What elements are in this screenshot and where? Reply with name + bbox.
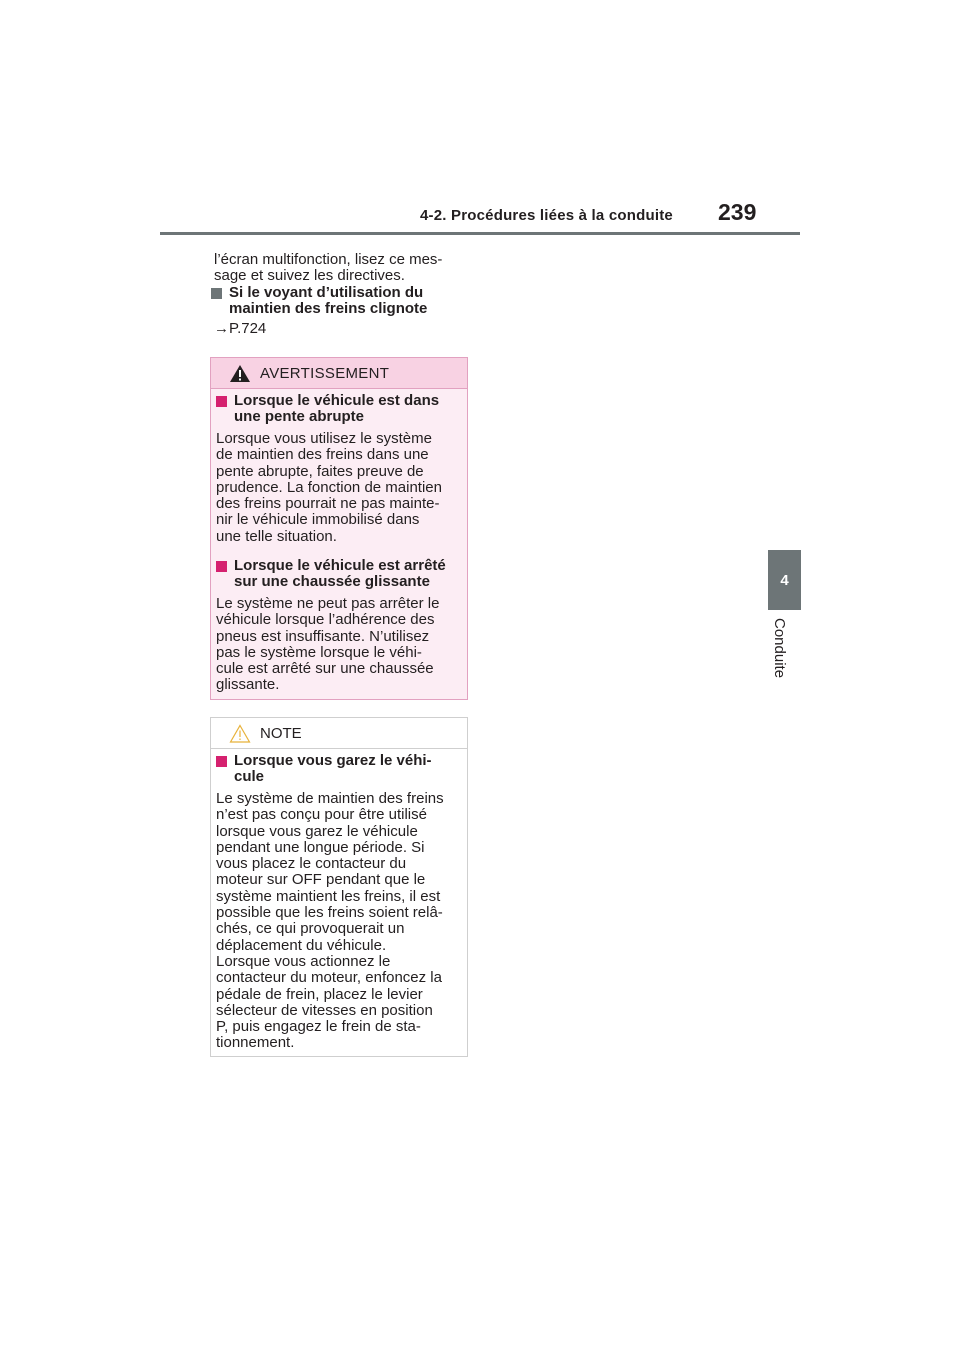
- header-divider: [160, 232, 800, 235]
- warning-subheading: Lorsque le véhicule est dans une pente abrupte: [216, 393, 474, 426]
- note-title: NOTE: [260, 725, 302, 742]
- section-title: 4-2. Procédures liées à la conduite: [420, 207, 673, 224]
- heading-bullet-icon: [216, 396, 227, 407]
- warning-triangle-icon: [229, 364, 251, 383]
- warning-paragraph: Le système ne peut pas arrêter le véhicule lorsque l’adhérence des pneus est insuffisante. N’utilisez pas le système lorsque le véhi- cule est arrêté sur une chaussée glissante.: [216, 595, 440, 694]
- continued-paragraph: l’écran multifonction, lisez ce mes- sage et suivez les directives.: [214, 251, 443, 285]
- page-number: 239: [718, 199, 757, 225]
- warning-header: [211, 358, 467, 389]
- note-box: [210, 717, 468, 1057]
- chapter-number: 4: [780, 571, 789, 589]
- warning-subheading: Lorsque le véhicule est arrêté sur une chaussée glissante: [216, 558, 474, 591]
- note-subheading: Lorsque vous garez le véhi- cule: [216, 753, 474, 786]
- warning-title: AVERTISSEMENT: [260, 365, 390, 382]
- caution-triangle-icon: [229, 724, 251, 743]
- warning-paragraph: Lorsque vous utilisez le système de maintien des freins dans une pente abrupte, faites preuve de prudence. La fonction de maintien des freins pourrait ne pas mainte- nir le véhicule immobilisé dans une telle situation.: [216, 430, 442, 545]
- heading-bullet-icon: [216, 561, 227, 572]
- warning-box: [210, 357, 468, 700]
- chapter-name: Conduite: [771, 618, 788, 679]
- heading-bullet-icon: [216, 756, 227, 767]
- heading-bullet-icon: [211, 288, 222, 299]
- page-reference: →P.724: [214, 320, 267, 337]
- note-header: [211, 718, 467, 749]
- note-paragraph: Le système de maintien des freins n’est pas conçu pour être utilisé lorsque vous garez le véhicule pendant une longue période. Si vous placez le contacteur du moteur sur OFF pendant que le système maintient les freins, il est possible que les freins soient relâ- chés, ce qui provoquerait un déplacement du véhicule. Lorsque vous actionnez le contacteur du moteur, enfoncez la pédale de frein, placez le levier sélecteur de vitesses en position P, puis engagez le frein de sta- tionnement.: [216, 790, 444, 1052]
- section-heading: Si le voyant d’utilisation du maintien des freins clignote: [211, 285, 489, 318]
- chapter-tab: [768, 550, 801, 610]
